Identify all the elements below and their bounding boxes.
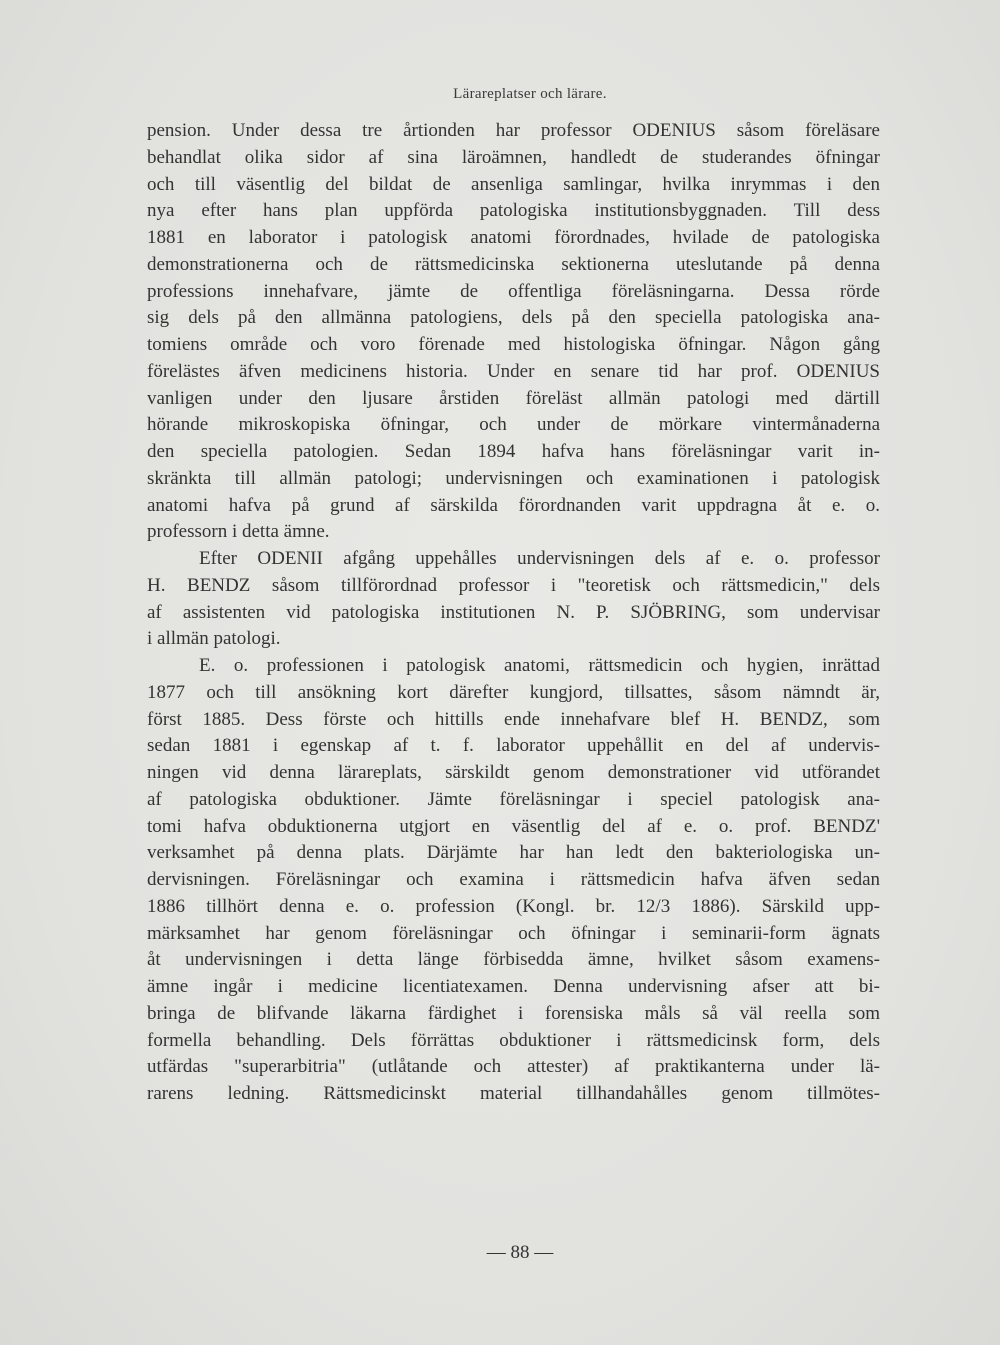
text-line: H. BENDZ såsom tillförordnad professor i "teoretisk och rättsmedicin," dels [147, 574, 880, 596]
text-line: tomiens område och voro förenade med histologiska öfningar. Någon gång [147, 334, 880, 355]
text-line: ämne ingår i medicine licentiatexamen. Denna undervisning afser att bi- [147, 976, 880, 997]
text-line: ningen vid denna lärareplats, särskildt genom demonstrationer vid utförandet [147, 762, 880, 783]
text-line: professions innehafvare, jämte de offentliga föreläsningarna. Dessa rörde [147, 280, 880, 302]
text-line: utfärdas "superarbitria" (utlåtande och attester) af praktikanterna under lä- [147, 1056, 880, 1078]
running-head: Lärareplatser och lärare. [453, 86, 607, 102]
body-text [147, 118, 880, 1108]
text-line: sedan 1881 i egenskap af t. f. laborator uppehållit en del af undervis- [147, 735, 880, 757]
text-line: E. o. professionen i patologisk anatomi, rättsmedicin och hygien, inrättad [199, 655, 880, 676]
text-line: rarens ledning. Rättsmedicinskt material tillhandahålles genom tillmötes- [147, 1083, 880, 1104]
text-line: professorn i detta ämne. [147, 521, 330, 543]
text-line: hörande mikroskopiska öfningar, och under de mörkare vintermånaderna [147, 414, 880, 436]
text-line: och till väsentlig del bildat de ansenliga samlingar, hvilka inrymmas i den [147, 173, 880, 195]
text-line: skränkta till allmän patologi; undervisningen och examinationen i patologisk [147, 467, 880, 489]
text-line: 1886 tillhört denna e. o. profession (Kongl. br. 12/3 1886). Särskild upp- [147, 895, 880, 917]
text-line: åt undervisningen i detta länge förbisedda ämne, hvilket såsom examens- [147, 949, 880, 971]
page-number: — 88 — [486, 1242, 554, 1263]
text-line: den speciella patologien. Sedan 1894 hafva hans föreläsningar varit in- [147, 441, 880, 462]
text-line: 1881 en laborator i patologisk anatomi förordnades, hvilade de patologiska [147, 227, 880, 248]
text-line: pension. Under dessa tre årtionden har professor ODENIUS såsom föreläsare [147, 120, 880, 141]
text-line: bringa de blifvande läkarna färdighet i forensiska måls så väl reella som [147, 1002, 880, 1024]
text-line: dervisningen. Föreläsningar och examina i rättsmedicin hafva äfven sedan [147, 869, 880, 890]
text-line: af patologiska obduktioner. Jämte föreläsningar i speciel patologisk ana- [147, 788, 880, 810]
text-line: verksamhet på denna plats. Därjämte har han ledt den bakteriologiska un- [147, 842, 880, 864]
text-line: vanligen under den ljusare årstiden föreläst allmän patologi med därtill [147, 387, 880, 409]
text-line: först 1885. Dess förste och hittills ende innehafvare blef H. BENDZ, som [147, 708, 880, 730]
text-line: i allmän patologi. [147, 628, 281, 650]
text-line: demonstrationerna och de rättsmedicinska sektionerna uteslutande på denna [147, 253, 880, 275]
text-line: behandlat olika sidor af sina läroämnen, handledt de studerandes öfningar [147, 146, 880, 168]
text-line: af assistenten vid patologiska institutionen N. P. SJÖBRING, som undervisar [147, 601, 880, 623]
text-line: sig dels på den allmänna patologiens, dels på den speciella patologiska ana- [147, 307, 880, 329]
text-line: formella behandling. Dels förrättas obduktioner i rättsmedicinsk form, dels [147, 1029, 880, 1051]
text-line: 1877 och till ansökning kort därefter kungjord, tillsattes, såsom nämndt är, [147, 681, 880, 703]
text-line: Efter ODENII afgång uppehålles undervisningen dels af e. o. professor [199, 548, 880, 569]
text-line: förelästes äfven medicinens historia. Under en senare tid har prof. ODENIUS [147, 360, 880, 382]
text-line: tomi hafva obduktionerna utgjort en väsentlig del af e. o. prof. BENDZ' [147, 815, 880, 837]
text-line: märksamhet har genom föreläsningar och öfningar i seminarii-form ägnats [147, 922, 880, 944]
text-line: nya efter hans plan uppförda patologiska institutionsbyggnaden. Till dess [147, 200, 880, 222]
text-line: anatomi hafva på grund af särskilda förordnanden varit uppdragna åt e. o. [147, 494, 880, 516]
